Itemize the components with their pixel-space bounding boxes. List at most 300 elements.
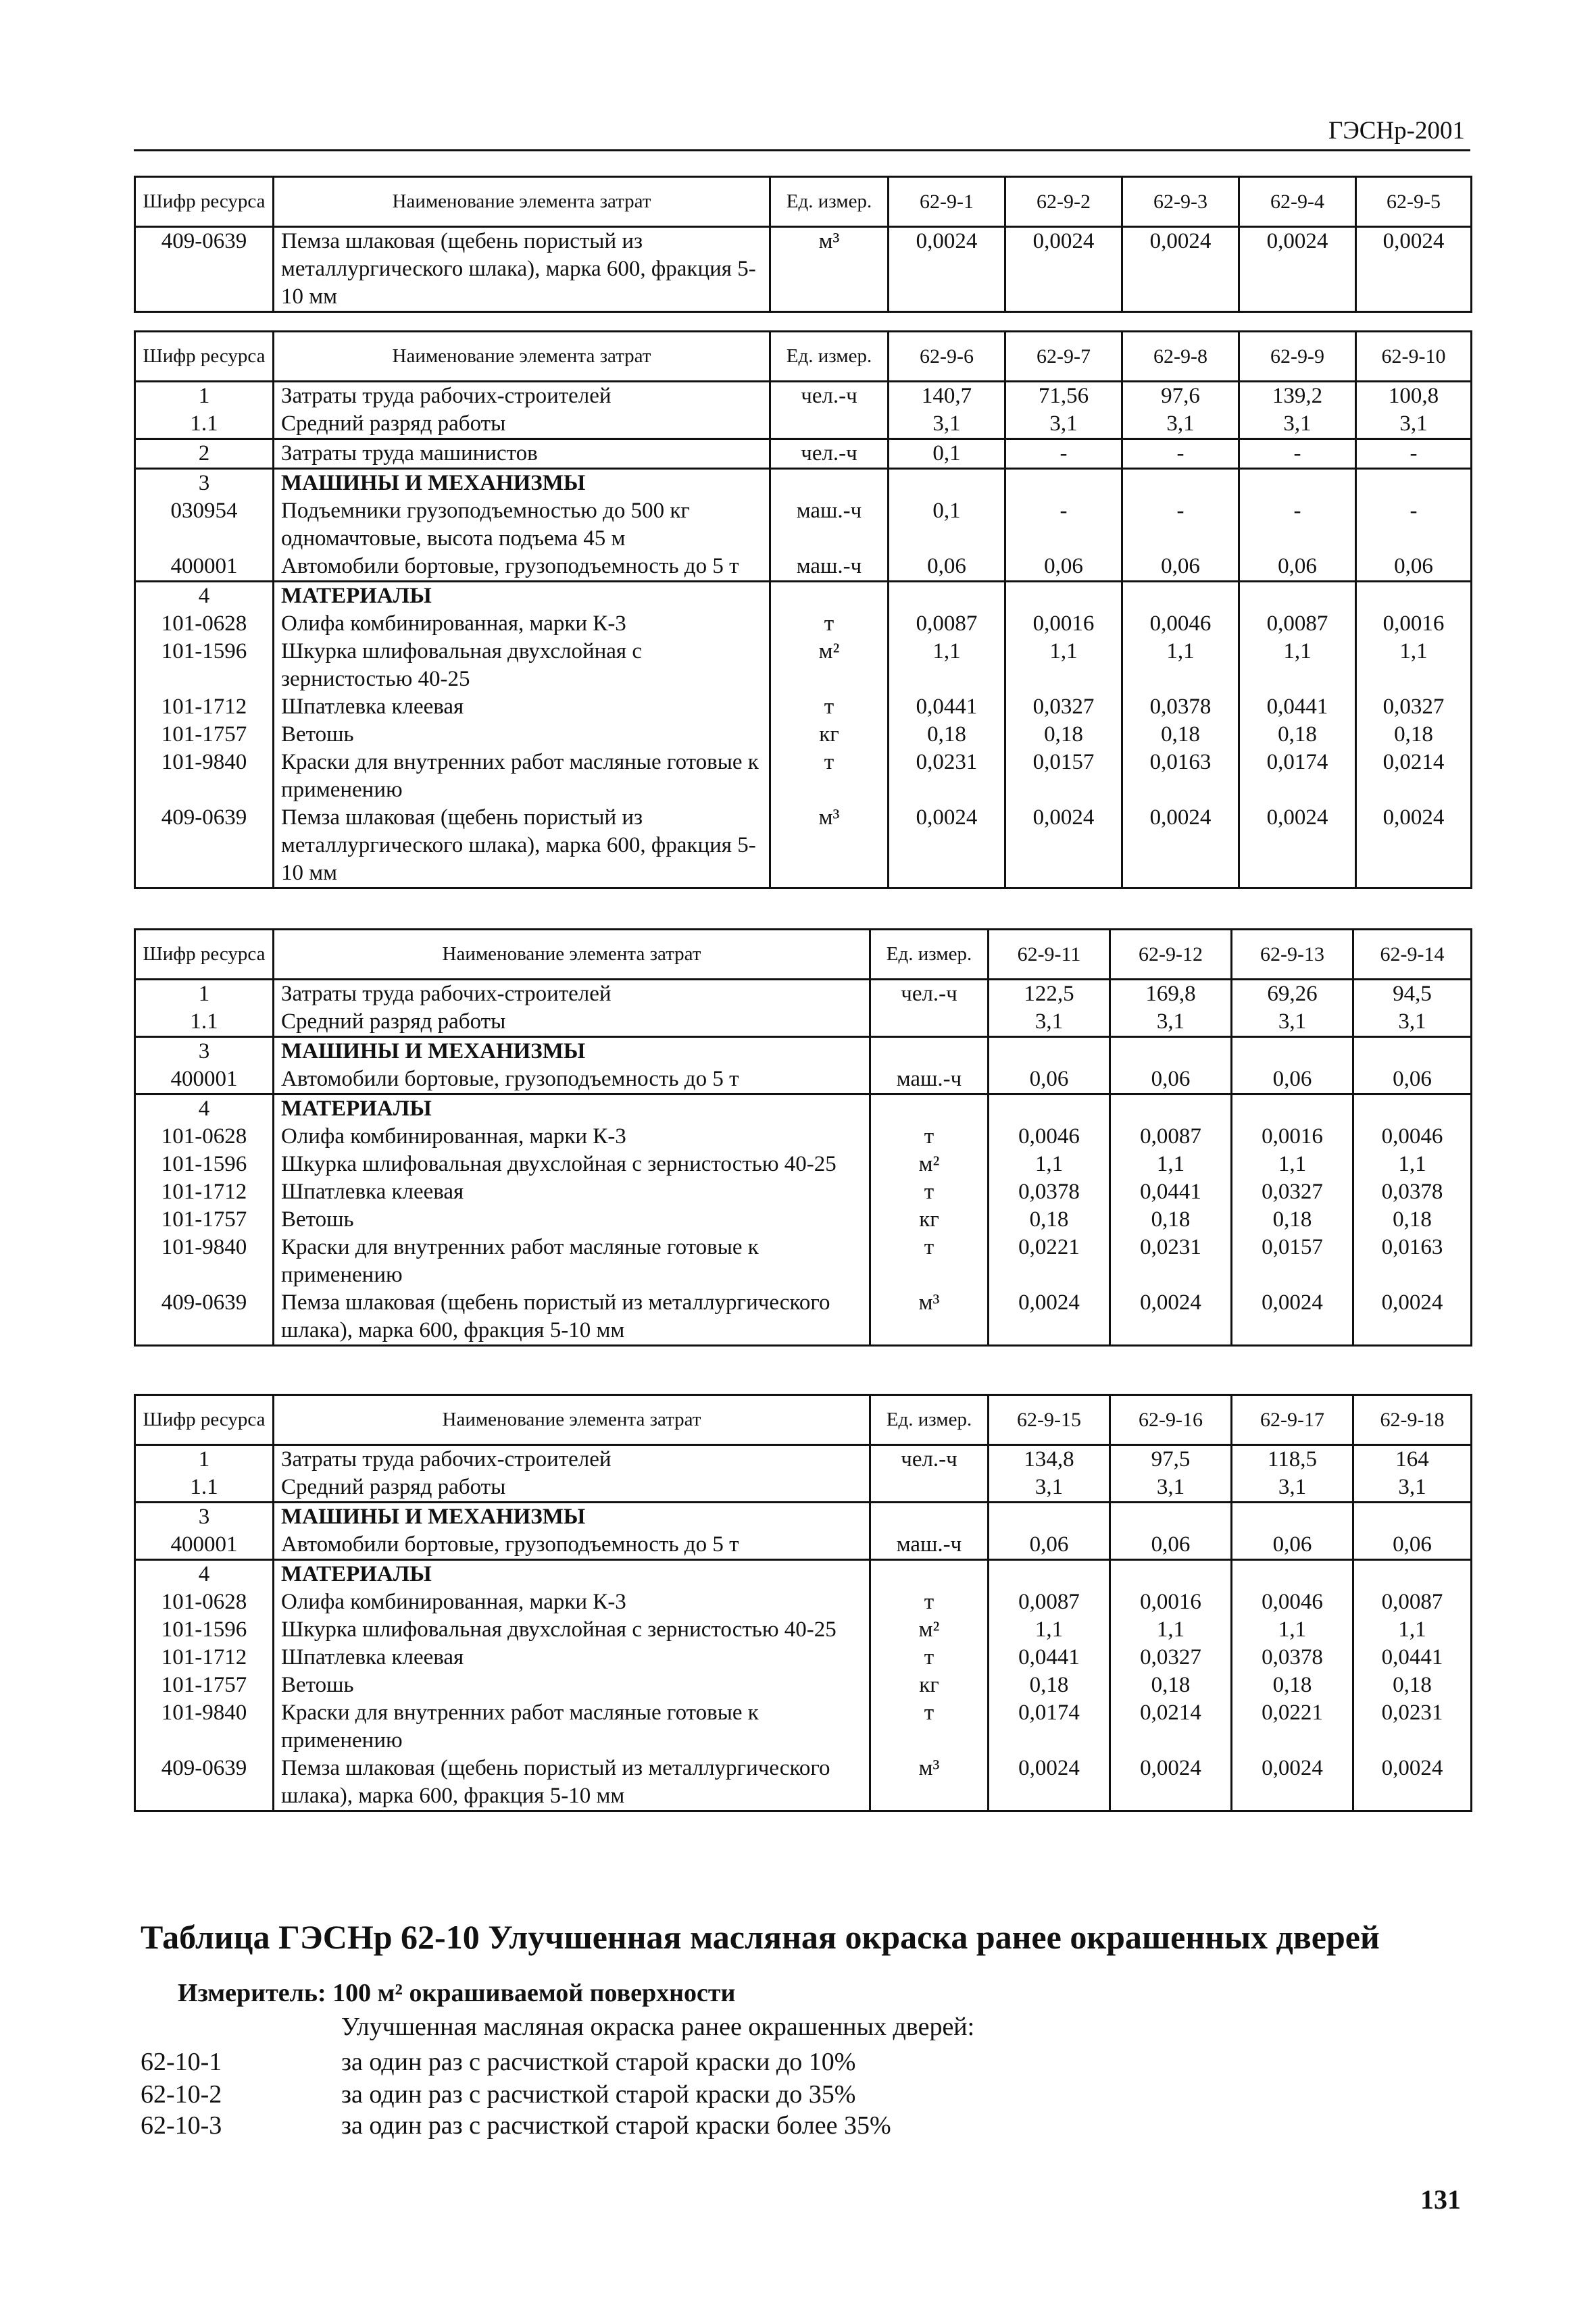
resource-unit: т bbox=[870, 1644, 989, 1671]
document-code: ГЭСНр-2001 bbox=[1328, 117, 1465, 145]
resource-value: 0,0024 bbox=[1232, 1755, 1353, 1811]
resource-name: Пемза шлаковая (щебень пористый из металлургического шлака), марка 600, фракция 5-10 мм bbox=[274, 1289, 870, 1346]
page-number: 131 bbox=[1420, 2184, 1461, 2215]
resource-value bbox=[989, 1503, 1110, 1532]
resource-value: 1,1 bbox=[1110, 1616, 1232, 1644]
resource-unit: маш.-ч bbox=[870, 1065, 989, 1095]
table-row bbox=[135, 804, 1472, 888]
resource-code: 101-9840 bbox=[135, 1234, 274, 1289]
resource-value: 1,1 bbox=[1353, 1616, 1472, 1644]
resource-value: 0,06 bbox=[889, 553, 1005, 582]
resource-name: Шкурка шлифовальная двухслойная с зернистостью 40-25 bbox=[274, 1151, 870, 1178]
resource-code: 1.1 bbox=[135, 410, 274, 439]
resource-code: 101-1596 bbox=[135, 1151, 274, 1178]
resource-value: 0,1 bbox=[889, 497, 1005, 553]
header-unit: Ед. измер. bbox=[770, 332, 889, 382]
resource-name: Затраты труда рабочих-строителей bbox=[274, 980, 870, 1009]
resource-unit: м² bbox=[770, 638, 889, 693]
resource-value: 0,0046 bbox=[1353, 1123, 1472, 1151]
resource-code: 1 bbox=[135, 980, 274, 1009]
header-name: Наименование элемента затрат bbox=[274, 332, 770, 382]
resource-unit bbox=[870, 1474, 989, 1503]
header-norm-code: 62-9-12 bbox=[1110, 930, 1232, 980]
measure-label: Измеритель: bbox=[178, 1979, 326, 2007]
resource-unit bbox=[870, 1095, 989, 1124]
resource-value: - bbox=[1005, 439, 1122, 469]
table-row bbox=[135, 638, 1472, 693]
resource-name: МАШИНЫ И МЕХАНИЗМЫ bbox=[274, 469, 770, 498]
resource-name: МАТЕРИАЛЫ bbox=[274, 582, 770, 611]
resource-value: 97,6 bbox=[1122, 382, 1239, 411]
resource-value: 0,0327 bbox=[1005, 693, 1122, 721]
resource-value: 0,0231 bbox=[1110, 1234, 1232, 1289]
resource-unit bbox=[770, 410, 889, 439]
header-code: Шифр ресурса bbox=[135, 332, 274, 382]
resource-value: 0,0016 bbox=[1005, 610, 1122, 638]
resource-unit: м³ bbox=[870, 1289, 989, 1346]
resource-value: 0,0441 bbox=[1239, 693, 1356, 721]
resource-value: 169,8 bbox=[1110, 980, 1232, 1009]
resource-value: 3,1 bbox=[1110, 1008, 1232, 1037]
resource-code: 1 bbox=[135, 382, 274, 411]
table-row bbox=[135, 1065, 1472, 1095]
resource-value bbox=[1110, 1095, 1232, 1124]
resource-value: 0,0378 bbox=[1122, 693, 1239, 721]
resource-name: Средний разряд работы bbox=[274, 1474, 870, 1503]
table-row bbox=[135, 1503, 1472, 1532]
resource-table bbox=[134, 1394, 1472, 1812]
resource-name: Затраты труда рабочих-строителей bbox=[274, 382, 770, 411]
resource-unit: чел.-ч bbox=[870, 980, 989, 1009]
resource-name: Олифа комбинированная, марки К-3 bbox=[274, 1588, 870, 1616]
table-row bbox=[135, 1178, 1472, 1206]
resource-name: Краски для внутренних работ масляные готовые к применению bbox=[274, 749, 770, 804]
resource-table bbox=[134, 176, 1472, 313]
resource-value bbox=[1356, 469, 1472, 498]
resource-value bbox=[1005, 469, 1122, 498]
resource-name: МАШИНЫ И МЕХАНИЗМЫ bbox=[274, 1037, 870, 1066]
resource-value: 0,0378 bbox=[989, 1178, 1110, 1206]
resource-value: - bbox=[1356, 439, 1472, 469]
resource-value: 0,18 bbox=[1232, 1671, 1353, 1699]
resource-value: 0,18 bbox=[1005, 721, 1122, 749]
resource-code: 101-1757 bbox=[135, 1206, 274, 1234]
resource-code: 3 bbox=[135, 1503, 274, 1532]
resource-unit: т bbox=[770, 749, 889, 804]
resource-value: 0,18 bbox=[889, 721, 1005, 749]
resource-code: 4 bbox=[135, 582, 274, 611]
resource-value: 1,1 bbox=[889, 638, 1005, 693]
work-text: за один раз с расчисткой старой краски до 35% bbox=[341, 2080, 856, 2109]
resource-value: 3,1 bbox=[1232, 1474, 1353, 1503]
resource-code: 2 bbox=[135, 439, 274, 469]
resource-value: 1,1 bbox=[1239, 638, 1356, 693]
table-row bbox=[135, 1234, 1472, 1289]
header-norm-code: 62-9-3 bbox=[1122, 177, 1239, 227]
resource-name: Ветошь bbox=[274, 1671, 870, 1699]
resource-value: 3,1 bbox=[1005, 410, 1122, 439]
resource-value: - bbox=[1005, 497, 1122, 553]
resource-value: 0,18 bbox=[1110, 1671, 1232, 1699]
resource-value: 0,0046 bbox=[989, 1123, 1110, 1151]
resource-table bbox=[134, 330, 1472, 889]
resource-value bbox=[1353, 1095, 1472, 1124]
resource-unit bbox=[870, 1037, 989, 1066]
table-row bbox=[135, 1095, 1472, 1124]
header-code: Шифр ресурса bbox=[135, 177, 274, 227]
resource-value: 0,06 bbox=[1005, 553, 1122, 582]
resource-unit: м³ bbox=[770, 804, 889, 888]
resource-name: Затраты труда рабочих-строителей bbox=[274, 1445, 870, 1474]
table-row bbox=[135, 749, 1472, 804]
resource-name: Шпатлевка клеевая bbox=[274, 693, 770, 721]
resource-unit: т bbox=[870, 1234, 989, 1289]
resource-unit: кг bbox=[870, 1206, 989, 1234]
table-header-row bbox=[135, 177, 1472, 227]
resource-value: 97,5 bbox=[1110, 1445, 1232, 1474]
measure-value: 100 м² окрашиваемой поверхности bbox=[332, 1979, 736, 2007]
resource-unit: кг bbox=[870, 1671, 989, 1699]
resource-value: 0,0024 bbox=[1353, 1755, 1472, 1811]
resource-value: 0,06 bbox=[989, 1531, 1110, 1560]
resource-code: 101-1712 bbox=[135, 1178, 274, 1206]
resource-code: 409-0639 bbox=[135, 804, 274, 888]
resource-value: 0,0024 bbox=[1353, 1289, 1472, 1346]
resource-value: 118,5 bbox=[1232, 1445, 1353, 1474]
resource-value: - bbox=[1122, 497, 1239, 553]
running-header bbox=[134, 114, 1470, 151]
table-header-row bbox=[135, 930, 1472, 980]
resource-value: 0,0024 bbox=[1110, 1289, 1232, 1346]
resource-value: 0,06 bbox=[989, 1065, 1110, 1095]
resource-name: Подъемники грузоподъемностью до 500 кг одномачтовые, высота подъема 45 м bbox=[274, 497, 770, 553]
resource-value: 3,1 bbox=[989, 1474, 1110, 1503]
table-row bbox=[135, 1123, 1472, 1151]
resource-value: 0,0163 bbox=[1122, 749, 1239, 804]
resource-value: 0,06 bbox=[1356, 553, 1472, 582]
resource-value: 0,0024 bbox=[1356, 227, 1472, 312]
resource-code: 1 bbox=[135, 1445, 274, 1474]
resource-code: 409-0639 bbox=[135, 227, 274, 312]
resource-unit bbox=[870, 1560, 989, 1589]
resource-unit: чел.-ч bbox=[870, 1445, 989, 1474]
resource-value: 0,0174 bbox=[989, 1699, 1110, 1755]
resource-name: МАТЕРИАЛЫ bbox=[274, 1095, 870, 1124]
resource-unit: м³ bbox=[770, 227, 889, 312]
table-row bbox=[135, 582, 1472, 611]
resource-value: 0,06 bbox=[1232, 1065, 1353, 1095]
table-row bbox=[135, 1474, 1472, 1503]
resource-value: 3,1 bbox=[889, 410, 1005, 439]
resource-value: 1,1 bbox=[1122, 638, 1239, 693]
header-norm-code: 62-9-17 bbox=[1232, 1395, 1353, 1445]
resource-value: 0,0087 bbox=[1239, 610, 1356, 638]
resource-value bbox=[989, 1037, 1110, 1066]
header-norm-code: 62-9-14 bbox=[1353, 930, 1472, 980]
resource-value: 0,0024 bbox=[1239, 227, 1356, 312]
resource-code: 4 bbox=[135, 1095, 274, 1124]
resource-value: 0,0046 bbox=[1232, 1588, 1353, 1616]
resource-value: 1,1 bbox=[1110, 1151, 1232, 1178]
resource-code: 400001 bbox=[135, 1531, 274, 1560]
resource-value bbox=[1353, 1037, 1472, 1066]
header-name: Наименование элемента затрат bbox=[274, 930, 870, 980]
header-unit: Ед. измер. bbox=[770, 177, 889, 227]
resource-name: Пемза шлаковая (щебень пористый из металлургического шлака), марка 600, фракция 5-10 мм bbox=[274, 1755, 870, 1811]
resource-value bbox=[1122, 469, 1239, 498]
resource-value bbox=[1232, 1095, 1353, 1124]
resource-value: 0,0087 bbox=[1110, 1123, 1232, 1151]
resource-value: 0,0046 bbox=[1122, 610, 1239, 638]
resource-value: - bbox=[1122, 439, 1239, 469]
work-code: 62-10-1 bbox=[141, 2048, 222, 2076]
resource-value: 0,0327 bbox=[1110, 1644, 1232, 1671]
resource-value: 0,18 bbox=[989, 1206, 1110, 1234]
resource-name: Шпатлевка клеевая bbox=[274, 1178, 870, 1206]
resource-value bbox=[1232, 1560, 1353, 1589]
resource-name: Ветошь bbox=[274, 1206, 870, 1234]
resource-value bbox=[1356, 582, 1472, 611]
header-norm-code: 62-9-13 bbox=[1232, 930, 1353, 980]
table-header-row bbox=[135, 332, 1472, 382]
resource-value: 0,0024 bbox=[1110, 1755, 1232, 1811]
resource-value: 0,0024 bbox=[1122, 227, 1239, 312]
resource-unit: маш.-ч bbox=[770, 553, 889, 582]
resource-value: 0,0024 bbox=[1005, 227, 1122, 312]
table-row bbox=[135, 1037, 1472, 1066]
resource-code: 101-0628 bbox=[135, 1123, 274, 1151]
resource-value: 0,0016 bbox=[1232, 1123, 1353, 1151]
table-row bbox=[135, 1616, 1472, 1644]
resource-value: 0,0087 bbox=[889, 610, 1005, 638]
header-unit: Ед. измер. bbox=[870, 1395, 989, 1445]
table-row bbox=[135, 693, 1472, 721]
resource-value: 0,18 bbox=[1239, 721, 1356, 749]
resource-table bbox=[134, 928, 1472, 1347]
header-name: Наименование элемента затрат bbox=[274, 177, 770, 227]
resource-value: 0,18 bbox=[1353, 1206, 1472, 1234]
resource-value: 0,0024 bbox=[889, 227, 1005, 312]
table-row bbox=[135, 1289, 1472, 1346]
resource-name: Затраты труда машинистов bbox=[274, 439, 770, 469]
resource-value bbox=[1239, 582, 1356, 611]
resource-value: 1,1 bbox=[989, 1151, 1110, 1178]
resource-code: 101-9840 bbox=[135, 749, 274, 804]
table-row bbox=[135, 1151, 1472, 1178]
table-row bbox=[135, 980, 1472, 1009]
resource-name: Пемза шлаковая (щебень пористый из металлургического шлака), марка 600, фракция 5-10 мм bbox=[274, 227, 770, 312]
resource-value bbox=[1239, 469, 1356, 498]
resource-unit: т bbox=[870, 1699, 989, 1755]
resource-value: 0,0441 bbox=[1110, 1178, 1232, 1206]
resource-name: Краски для внутренних работ масляные готовые к применению bbox=[274, 1699, 870, 1755]
resource-value: 0,06 bbox=[1110, 1531, 1232, 1560]
resource-code: 101-0628 bbox=[135, 1588, 274, 1616]
header-name: Наименование элемента затрат bbox=[274, 1395, 870, 1445]
resource-value: 0,18 bbox=[1232, 1206, 1353, 1234]
resource-value bbox=[1122, 582, 1239, 611]
resource-code: 101-1596 bbox=[135, 638, 274, 693]
resource-value bbox=[1005, 582, 1122, 611]
resource-value: 0,0024 bbox=[989, 1289, 1110, 1346]
resource-code: 101-1596 bbox=[135, 1616, 274, 1644]
resource-value: 0,18 bbox=[989, 1671, 1110, 1699]
resource-unit: чел.-ч bbox=[770, 439, 889, 469]
table-row bbox=[135, 497, 1472, 553]
resource-value: 140,7 bbox=[889, 382, 1005, 411]
resource-name: Шпатлевка клеевая bbox=[274, 1644, 870, 1671]
work-item bbox=[141, 2111, 891, 2140]
resource-name: Автомобили бортовые, грузоподъемность до 5 т bbox=[274, 1531, 870, 1560]
resource-value: 0,0327 bbox=[1232, 1178, 1353, 1206]
resource-value: 164 bbox=[1353, 1445, 1472, 1474]
resource-value: 71,56 bbox=[1005, 382, 1122, 411]
work-item bbox=[141, 2080, 855, 2109]
resource-value: 122,5 bbox=[989, 980, 1110, 1009]
resource-unit bbox=[770, 582, 889, 611]
table-row bbox=[135, 382, 1472, 411]
table-row bbox=[135, 1008, 1472, 1037]
resource-value: 3,1 bbox=[1353, 1474, 1472, 1503]
header-unit: Ед. измер. bbox=[870, 930, 989, 980]
resource-name: Олифа комбинированная, марки К-3 bbox=[274, 1123, 870, 1151]
resource-name: Ветошь bbox=[274, 721, 770, 749]
resource-value: 94,5 bbox=[1353, 980, 1472, 1009]
resource-value: 0,0174 bbox=[1239, 749, 1356, 804]
resource-value: 1,1 bbox=[1353, 1151, 1472, 1178]
resource-value: 0,0221 bbox=[1232, 1699, 1353, 1755]
resource-name: МАТЕРИАЛЫ bbox=[274, 1560, 870, 1589]
resource-unit: т bbox=[870, 1588, 989, 1616]
resource-value bbox=[1232, 1037, 1353, 1066]
resource-unit: м² bbox=[870, 1616, 989, 1644]
resource-code: 400001 bbox=[135, 553, 274, 582]
resource-value bbox=[889, 582, 1005, 611]
resource-value: 0,0016 bbox=[1356, 610, 1472, 638]
resource-value: 0,0024 bbox=[1239, 804, 1356, 888]
resource-unit: т bbox=[870, 1123, 989, 1151]
header-norm-code: 62-9-11 bbox=[989, 930, 1110, 980]
header-code: Шифр ресурса bbox=[135, 1395, 274, 1445]
table-row bbox=[135, 610, 1472, 638]
resource-value bbox=[989, 1095, 1110, 1124]
header-norm-code: 62-9-6 bbox=[889, 332, 1005, 382]
resource-value: 1,1 bbox=[1232, 1616, 1353, 1644]
resource-value: 3,1 bbox=[1122, 410, 1239, 439]
resource-value: 1,1 bbox=[1232, 1151, 1353, 1178]
header-norm-code: 62-9-9 bbox=[1239, 332, 1356, 382]
resource-unit: маш.-ч bbox=[870, 1531, 989, 1560]
resource-name: Шкурка шлифовальная двухслойная с зернистостью 40-25 bbox=[274, 1616, 870, 1644]
resource-value: 0,0221 bbox=[989, 1234, 1110, 1289]
resource-value: 1,1 bbox=[989, 1616, 1110, 1644]
resource-value: - bbox=[1356, 497, 1472, 553]
resource-code: 400001 bbox=[135, 1065, 274, 1095]
header-norm-code: 62-9-16 bbox=[1110, 1395, 1232, 1445]
work-item bbox=[141, 2047, 855, 2077]
table-row bbox=[135, 1644, 1472, 1671]
table-row bbox=[135, 1588, 1472, 1616]
resource-name: Шкурка шлифовальная двухслойная с зернистостью 40-25 bbox=[274, 638, 770, 693]
table-row bbox=[135, 439, 1472, 469]
resource-value: 0,0024 bbox=[1232, 1289, 1353, 1346]
resource-value: 0,06 bbox=[1122, 553, 1239, 582]
measure-line bbox=[178, 1978, 735, 2008]
resource-value: 0,0378 bbox=[1232, 1644, 1353, 1671]
resource-value: 139,2 bbox=[1239, 382, 1356, 411]
resource-value: 0,0327 bbox=[1356, 693, 1472, 721]
resource-unit: т bbox=[770, 693, 889, 721]
resource-value: 0,18 bbox=[1110, 1206, 1232, 1234]
resource-value: 0,0378 bbox=[1353, 1178, 1472, 1206]
resource-name: Олифа комбинированная, марки К-3 bbox=[274, 610, 770, 638]
resource-value: 0,06 bbox=[1353, 1531, 1472, 1560]
resource-code: 1.1 bbox=[135, 1008, 274, 1037]
resource-value: 0,18 bbox=[1353, 1671, 1472, 1699]
resource-name: МАШИНЫ И МЕХАНИЗМЫ bbox=[274, 1503, 870, 1532]
resource-value: - bbox=[1239, 439, 1356, 469]
resource-value: 100,8 bbox=[1356, 382, 1472, 411]
resource-code: 101-1712 bbox=[135, 1644, 274, 1671]
resource-name: Краски для внутренних работ масляные готовые к применению bbox=[274, 1234, 870, 1289]
table-row bbox=[135, 1206, 1472, 1234]
header-norm-code: 62-9-8 bbox=[1122, 332, 1239, 382]
works-intro: Улучшенная масляная окраска ранее окрашенных дверей: bbox=[341, 2013, 975, 2041]
resource-code: 1.1 bbox=[135, 1474, 274, 1503]
work-text: за один раз с расчисткой старой краски до 10% bbox=[341, 2048, 856, 2076]
resource-value: 1,1 bbox=[1356, 638, 1472, 693]
table-row bbox=[135, 1671, 1472, 1699]
table-row bbox=[135, 227, 1472, 312]
resource-unit: маш.-ч bbox=[770, 497, 889, 553]
resource-name: Автомобили бортовые, грузоподъемность до 5 т bbox=[274, 1065, 870, 1095]
resource-value: 0,0231 bbox=[1353, 1699, 1472, 1755]
resource-name: Средний разряд работы bbox=[274, 410, 770, 439]
table-row bbox=[135, 1755, 1472, 1811]
resource-value: 0,0024 bbox=[989, 1755, 1110, 1811]
resource-value: 3,1 bbox=[1239, 410, 1356, 439]
resource-value: 1,1 bbox=[1005, 638, 1122, 693]
resource-value bbox=[889, 469, 1005, 498]
resource-code: 409-0639 bbox=[135, 1755, 274, 1811]
resource-value bbox=[1110, 1037, 1232, 1066]
table-row bbox=[135, 1531, 1472, 1560]
resource-value: 0,0214 bbox=[1356, 749, 1472, 804]
resource-value: 0,0024 bbox=[1122, 804, 1239, 888]
resource-unit: кг bbox=[770, 721, 889, 749]
header-norm-code: 62-9-5 bbox=[1356, 177, 1472, 227]
resource-value: 0,0016 bbox=[1110, 1588, 1232, 1616]
table-row bbox=[135, 553, 1472, 582]
resource-value: 0,0157 bbox=[1005, 749, 1122, 804]
resource-value: 0,0157 bbox=[1232, 1234, 1353, 1289]
resource-value: 3,1 bbox=[1356, 410, 1472, 439]
resource-code: 4 bbox=[135, 1560, 274, 1589]
resource-value bbox=[1110, 1503, 1232, 1532]
table-row bbox=[135, 410, 1472, 439]
resource-unit: м³ bbox=[870, 1755, 989, 1811]
resource-value: 0,18 bbox=[1122, 721, 1239, 749]
resource-value: 0,0024 bbox=[1005, 804, 1122, 888]
resource-value: 0,1 bbox=[889, 439, 1005, 469]
resource-value: 0,0024 bbox=[889, 804, 1005, 888]
resource-value: 0,06 bbox=[1232, 1531, 1353, 1560]
resource-value: 0,0441 bbox=[889, 693, 1005, 721]
table-title: Таблица ГЭСНр 62-10 Улучшенная масляная окраска ранее окрашенных дверей bbox=[141, 1918, 1380, 1956]
work-code: 62-10-3 bbox=[141, 2111, 222, 2140]
resource-name: Пемза шлаковая (щебень пористый из металлургического шлака), марка 600, фракция 5-10 мм bbox=[274, 804, 770, 888]
table-header-row bbox=[135, 1395, 1472, 1445]
